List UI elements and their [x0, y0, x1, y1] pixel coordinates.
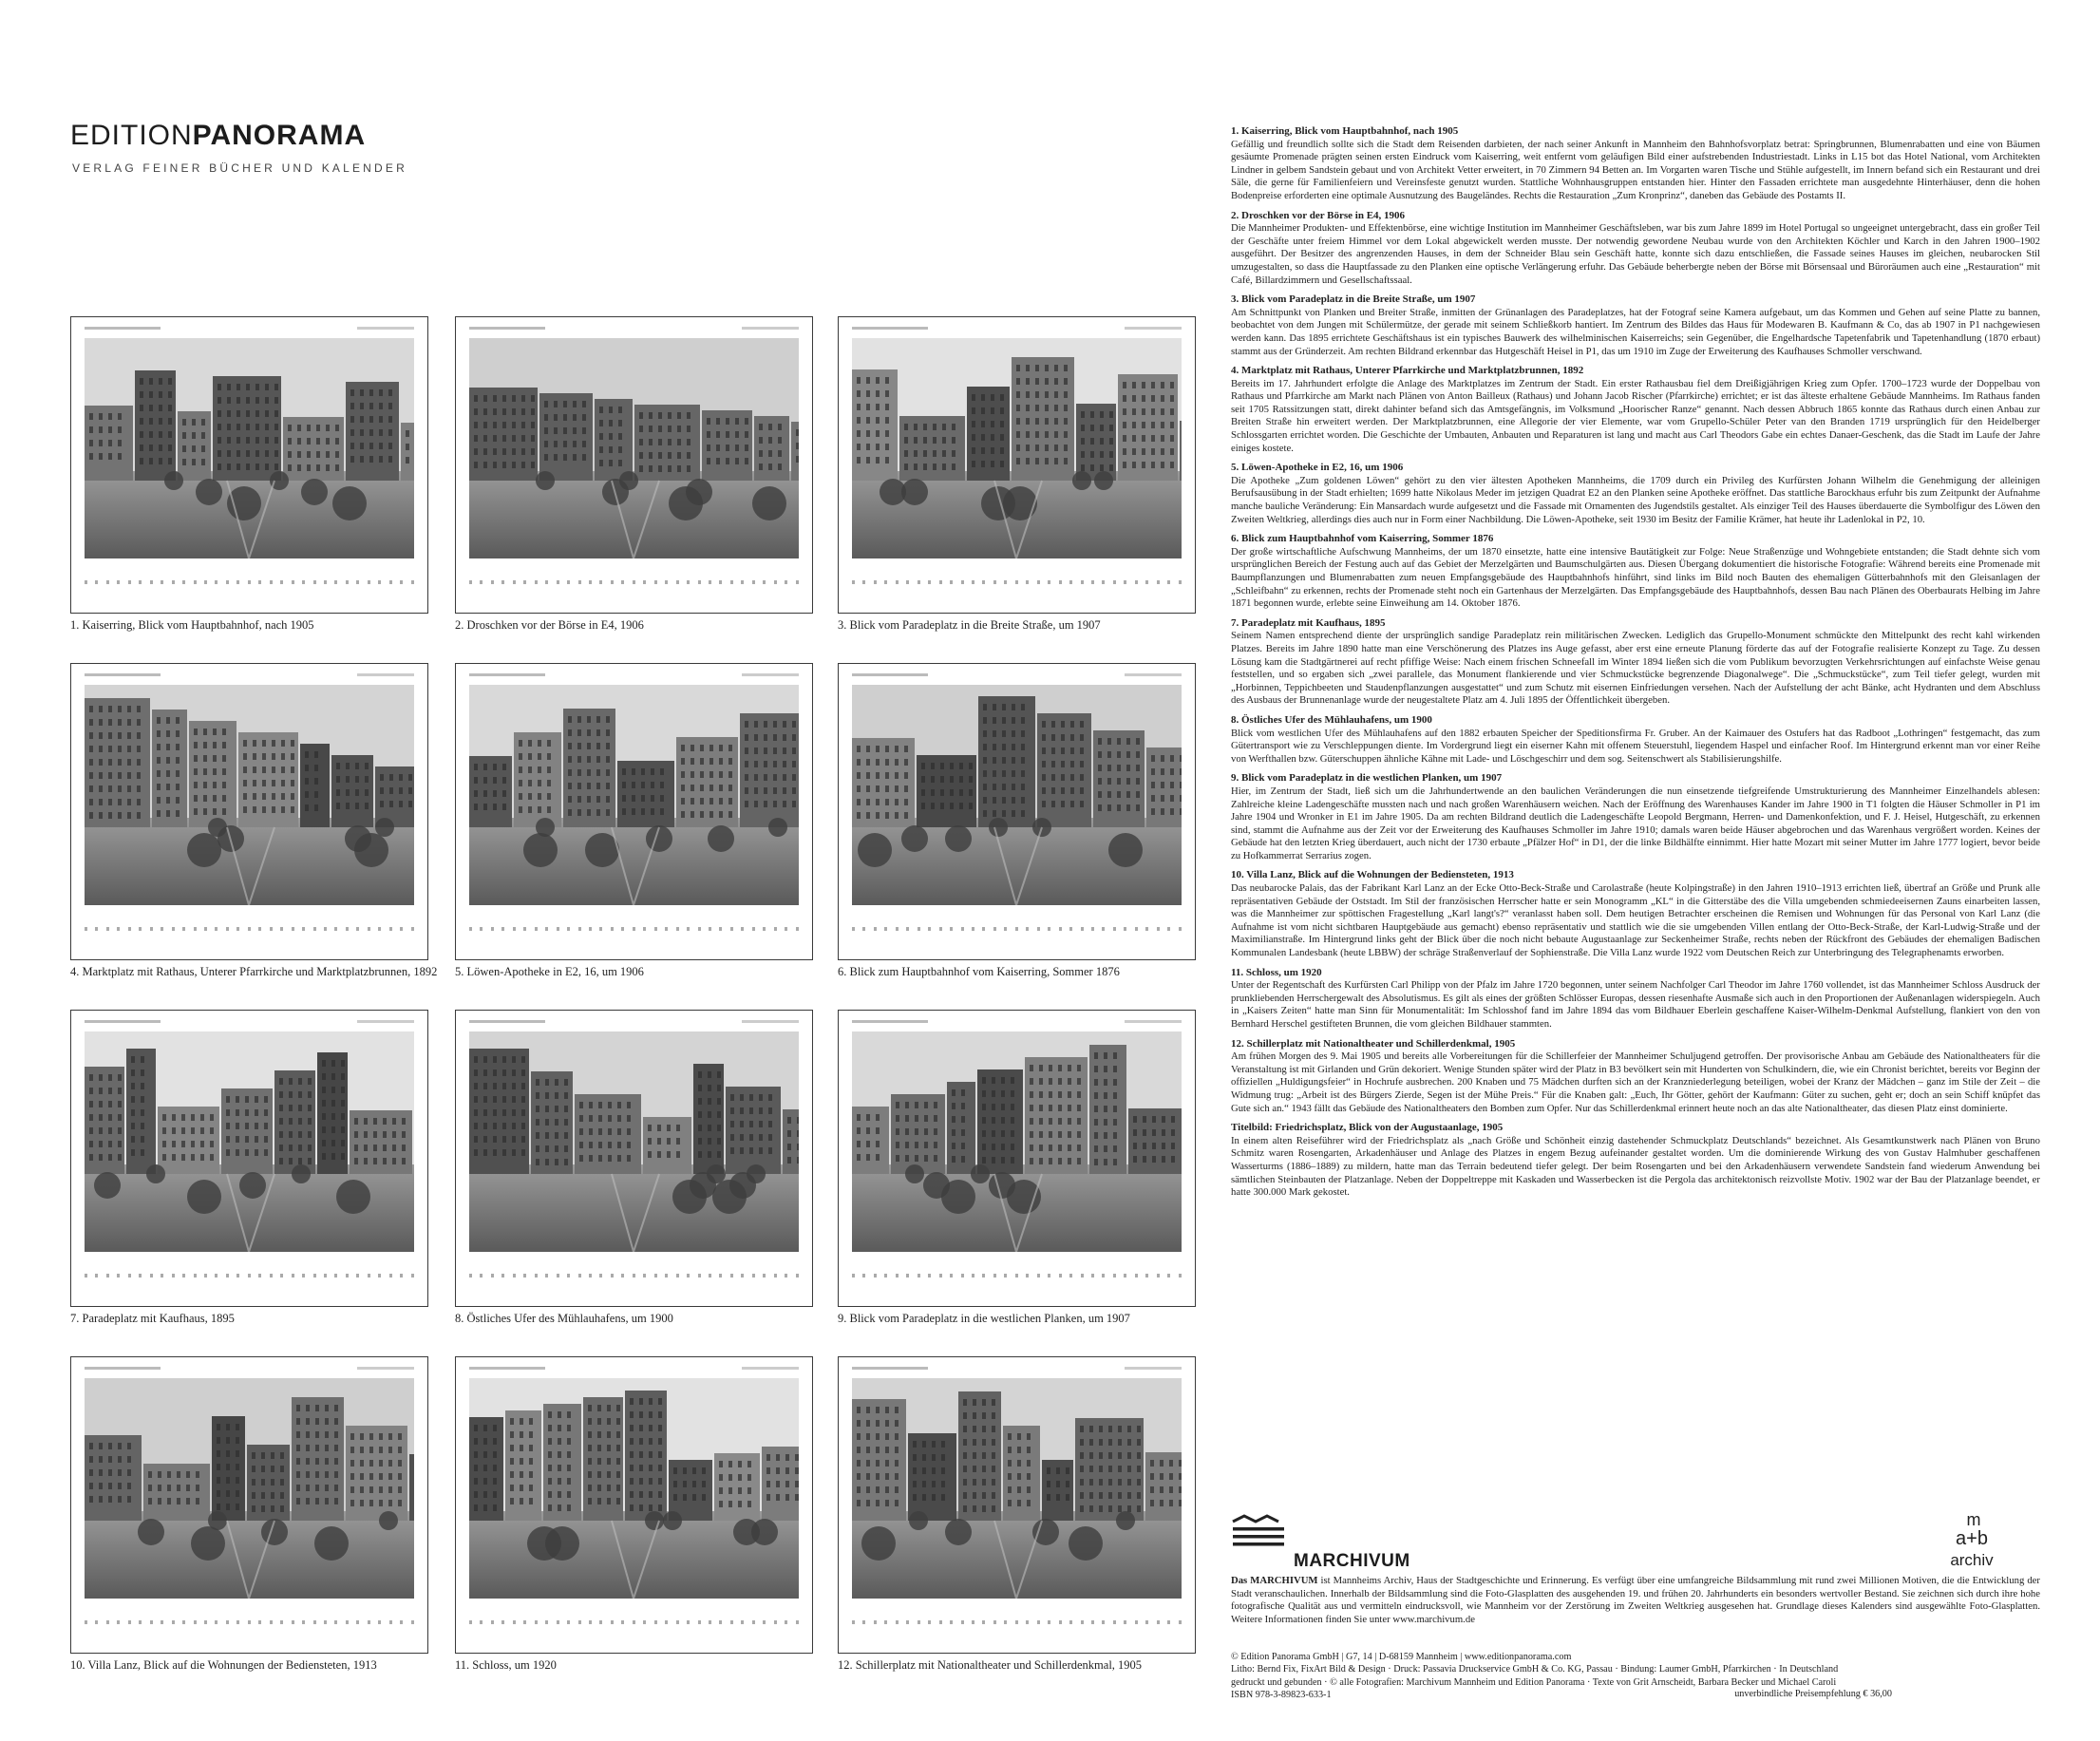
- entry-text: Bereits im 17. Jahrhundert erfolgte die Anlage des Marktplatzes im Zentrum der Stadt. Ein erster Rathausbau fiel dem Dreißigjährigen Krieg zum Opfer. 1700–1723 wurde der Doppelbau von Rathaus und Pfarrkirche am Markt nach Plänen von Anton Bailleux (Rathaus) und Johann Jacob Rischer (Pfarrkirche) errichtet; er ist das älteste erhaltene Gebäude Mannheims. Im Rathaus fanden seit 1705 Ratssitzungen statt, direkt dahinter befand sich das Amtsgefängnis, im Volksmund „Hoorischer Ranze“ genannt. Nach dessen Abbruch 1865 konnte das Rathaus durch einen Anbau zur Breiten Straße hin erweitert werden. Der Marktplatzbrunnen, eine Allegorie der vier Elemente, war vom Grupello-Schüler Peter van den Branden 1719 ursprünglich für den Heidelberger Schlossgarten errichtet worden. Die Geschichte der Umbauten, Anbauten und Reparaturen ist lang und macht aus Carl Theodors Gabe ein echtes Danaer-Geschenk, das die Stadt im Laufe der Jahre einiges kostete.: [1231, 377, 2040, 454]
- entry-text: Blick vom westlichen Ufer des Mühlauhafens auf den 1882 erbauten Speicher der Speditionsfirma Fr. Gruber. An der Kaimauer des Ostufers hat das Radboot „Lothringen“ festgemacht, das zum Gütertransport wie zu Verschleppungen diente. Im Vordergrund liegt ein eiserner Kahn mit offenem Steuerstuhl, liegendem Haspel und einfacher Roof. Im Hintergrund erkennt man vor einer Reihe von Werfthallen bzw. Güterschuppen ähnliche Kähne mit Lade- und Löschgeschirr und dem sog. Seitenschwert als Stabilisierungshilfe.: [1231, 727, 2040, 765]
- historic-photo: [852, 685, 1182, 905]
- calendar-page-thumbnail: [838, 663, 1196, 960]
- calendar-day-strip: [852, 580, 1182, 586]
- historic-photo: [85, 1378, 414, 1599]
- thumbnail-caption: 8. Östliches Ufer des Mühlauhafens, um 1900: [455, 1312, 673, 1325]
- entry-text: Am Schnittpunkt von Planken und Breiter Straße, inmitten der Grünanlagen des Paradeplatzes, hat der Fotograf seine Kamera aufgebaut, um das Kommen und Gehen auf seine Platte zu bannen, beobachtet von dem Jungen mit Schülermütze, der gerade mit seinem Schließkorb hantiert. Im Zentrum des Bildes das Haus für Modewaren B. Kaufmann & Co, das ab 1907 in P1 nachgewiesen werden kann. Das 1895 errichtete Geschäftshaus ist ein typisches Bauwerk des wilhelminischen Kaiserreichs; sein Gegenüber, die Engelhardsche Tapetenfabrik und Tapetenhandlung (1870 erbaut) stammt aus der Gründerzeit. Am rechten Bildrand erkennbar das Hutgeschäft Heisel in P1, das um 1910 im Zuge der Erweiterung des Kaufhauses Schmoller verschwand.: [1231, 306, 2040, 357]
- calendar-day-strip: [85, 927, 414, 933]
- historic-photo: [469, 1031, 799, 1252]
- calendar-page-thumbnail: [70, 1010, 428, 1307]
- description-entry: [1231, 617, 2040, 708]
- entry-title: Titelbild: Friedrichsplatz, Blick von der Augustaanlage, 1905: [1231, 1122, 1504, 1134]
- marchivum-name: MARCHIVUM: [1294, 1551, 1410, 1571]
- thumbnail-header: [469, 327, 799, 332]
- entry-text: Gefällig und freundlich sollte sich die Stadt dem Reisenden darbieten, der nach seiner Ankunft in Mannheim den Bahnhofsvorplatz betrat: Springbrunnen, Blumenrabatten und eine von Bäumen gesäumte Promenade prägten seinen ersten Eindruck vom Kaiserring, weit entfernt vom geläufigen Bild einer aufstrebenden Industriestadt. Links in L15 bot das Hotel National, vom Architekten Lindner in gelbem Sandstein gebaut und von Architekt Vetter erweitert, in 70 Zimmern 94 Betten an. Im Vorgarten waren Tische und Stühle aufgestellt, im Innern befand sich ein Restaurant und drei Säle, die gerne für Familienfeiern und Vereinsfeste genutzt wurden. Stattliche Wohnhausgruppen entstanden hier. Hinter den Fassaden errichtete man ausgedehnte Hinterhäuser, denn die hohen Bodenpreise erforderten eine optimale Ausnutzung des Baugeländes. Rechts die Restauration „Zum Kronprinz“, daneben das Gebäude des Postamts II.: [1231, 138, 2040, 201]
- calendar-day-strip: [469, 580, 799, 586]
- price-recommendation: unverbindliche Preisempfehlung € 36,00: [1734, 1689, 1892, 1699]
- marchivum-lead: Das MARCHIVUM: [1231, 1575, 1318, 1586]
- imprint-line-2: Litho: Bernd Fix, FixArt Bild & Design · Druck: Passavia Druckservice GmbH & Co. KG, Passau · Bindung: Laumer GmbH, Pfarrkirchen · In Deutschland: [1231, 1664, 1839, 1675]
- entry-title: 5. Löwen-Apotheke in E2, 16, um 1906: [1231, 462, 1404, 474]
- calendar-page-thumbnail: [70, 1356, 428, 1654]
- calendar-day-strip: [85, 1620, 414, 1626]
- imprint: [1231, 1651, 2040, 1702]
- imprint-line-3: gedruckt und gebunden · © alle Fotografien: Marchivum Mannheim und Edition Panorama · Texte von Grit Arnscheidt, Barbara Becker und Michael Caroli: [1231, 1676, 1837, 1688]
- calendar-page-thumbnail: [455, 663, 813, 960]
- entry-text: Seinem Namen entsprechend diente der ursprünglich sandige Paradeplatz rein militärischen Zwecken. Lediglich das Grupello-Monument schmückte den Mittelpunkt des recht kahl wirkenden Platzes. Bereits im Jahre 1890 hatte man eine Verschönerung des Platzes ins Auge gefasst, aber erst eine erneute Planung förderte das auf der Fotografie realisierte Konzept zu Tage. Zu dessen Lösung kam die Stadtgärtnerei auf recht pfiffige Weise: Nach einem frischen Schneefall im Winter 1894 ließen sich die vom Publikum bevorzugten Verkehrsrichtungen auf einfachste Weise genau feststellen, und so ergaben sich „zwei parallele, das Monument flankierende und vier Schmuckstücke begrenzende Diagonalwege“. Die „Schmuckstücke“, zum Teil tiefer gelegt, wurden mit „Horbinnen, Teppichbeeten und Staudenpflanzungen ausgestattet“ und zum Schutz mit eisernen Einfriedungen versehen. Nach der Aufstellung der acht Bänke, acht Hydranten und dem Abschluss des Ausbaus der Brunnenanlage wurde der neugestaltete Platz am 4. Juli 1895 der Öffentlichkeit übergeben.: [1231, 630, 2040, 707]
- description-entry: [1231, 1038, 2040, 1116]
- calendar-day-strip: [852, 927, 1182, 933]
- entry-title: 7. Paradeplatz mit Kaufhaus, 1895: [1231, 616, 1386, 629]
- thumbnail-caption: 3. Blick vom Paradeplatz in die Breite Straße, um 1907: [838, 618, 1101, 632]
- calendar-day-strip: [85, 580, 414, 586]
- thumbnail-header: [85, 1367, 414, 1372]
- thumbnail-caption: 6. Blick zum Hauptbahnhof vom Kaiserring, Sommer 1876: [838, 965, 1120, 978]
- thumbnail-header: [469, 1020, 799, 1026]
- description-entry: [1231, 714, 2040, 766]
- calendar-page-thumbnail: [838, 1356, 1196, 1654]
- description-entry: [1231, 1122, 2040, 1200]
- historic-photo: [85, 1031, 414, 1252]
- thumbnail-header: [469, 1367, 799, 1372]
- entry-title: 3. Blick vom Paradeplatz in die Breite Straße, um 1907: [1231, 293, 1476, 306]
- historic-photo: [852, 338, 1182, 558]
- brand-logo: [70, 120, 366, 152]
- entry-text: Hier, im Zentrum der Stadt, ließ sich um die Jahrhundertwende an den baulichen Veränderungen die nun einsetzende tiefgreifende Umstrukturierung des Mannheimer Einzelhandels ablesen: Zahlreiche kleine Ladengeschäfte mussten nach und nach großen Warenhäusern weichen. Nach der Eröffnung des Warenhauses Kander im Jahre 1900 in T1 folgten die Häuser Schmoller in P1 im Jahre 1904 und Wronker in E1 im Jahre 1905. Da am rechten Bildrand deutlich die Ladengeschäfte Leopold Bergmann, Herren- und Damenkonfektion, und F. J. Heisel, Hutgeschäft, zu erkennen sind, stammt die Aufnahme aus der Zeit vor der Erweiterung des Kaufhauses Schmoller im Jahre 1910; damals waren beide Häuser abgebrochen und das Warenhaus vergrößert worden. Keines der Gebäude hat den letzten Krieg überdauert, auch nicht der 1730 erbaute „Pfälzer Hof“ in D1, der die linke Bildhälfte einnimmt. Hier hatte Mozart mit seiner Mutter im Jahre 1777 logiert, bevor beide zu Hofkammerrat Serrarius zogen.: [1231, 785, 2040, 861]
- thumbnail-caption: 9. Blick vom Paradeplatz in die westlichen Planken, um 1907: [838, 1312, 1130, 1325]
- description-entry: [1231, 365, 2040, 455]
- brand-tagline: VERLAG FEINER BÜCHER UND KALENDER: [72, 161, 407, 175]
- description-entry: [1231, 293, 2040, 358]
- thumbnail-caption: 2. Droschken vor der Börse in E4, 1906: [455, 618, 644, 632]
- thumbnail-header: [852, 1367, 1182, 1372]
- calendar-day-strip: [852, 1620, 1182, 1626]
- calendar-day-strip: [469, 927, 799, 933]
- brand-name-bold: PANORAMA: [192, 120, 367, 151]
- description-entry: [1231, 533, 2040, 611]
- entry-text: Unter der Regentschaft des Kurfürsten Carl Philipp von der Pfalz im Jahre 1720 begonnen, unter seinem Nachfolger Carl Theodor im Jahre 1760 vollendet, ist das Mannheimer Schloss Ausdruck der prunkliebenden Herrschergewalt des Absolutismus. Es gilt als eines der größten Schlösser Europas, dessen riesenhafte Ausmaße sich auch in den Proportionen der Außenanlagen widerspiegeln. Auch in „Kaisers Zeiten“ hatte man Sinn für Monumentalität: Im Schlosshof fand im Jahre 1894 das vom Bildhauer Eberlein geschaffene Kaiser-Wilhelm-Denkmal Aufstellung, flankiert von den von Bernhard Herschel gestifteten Brunnen, die vom gleichen Bildhauer stammten.: [1231, 979, 2040, 1030]
- brand-name-light: EDITION: [70, 120, 193, 151]
- calendar-page-thumbnail: [70, 316, 428, 614]
- mab-archiv-logo-icon: [1938, 1510, 2006, 1571]
- thumbnail-header: [469, 673, 799, 679]
- description-entry: [1231, 125, 2040, 203]
- entry-title: 1. Kaiserring, Blick vom Hauptbahnhof, nach 1905: [1231, 125, 1459, 137]
- entry-title: 9. Blick vom Paradeplatz in die westlichen Planken, um 1907: [1231, 772, 1503, 785]
- mab-logo-bottom: archiv: [1950, 1551, 1994, 1569]
- imprint-line-4: ISBN 978-3-89823-633-1: [1231, 1690, 1332, 1701]
- calendar-day-strip: [469, 1274, 799, 1279]
- calendar-day-strip: [469, 1620, 799, 1626]
- historic-photo: [469, 338, 799, 558]
- description-column: [1231, 125, 2040, 1206]
- entry-title: 4. Marktplatz mit Rathaus, Unterer Pfarrkirche und Marktplatzbrunnen, 1892: [1231, 365, 1584, 377]
- entry-text: Der große wirtschaftliche Aufschwung Mannheims, der um 1870 einsetzte, hatte eine intensive Bautätigkeit zur Folge: Neue Straßenzüge und Wohngebiete entstanden; die Stadt dehnte sich vom ursprünglichen Bereich der Festung auch auf das Gebiet der Merzelgärten und Baumschulgärten aus. Diesen Übergang dokumentiert die historische Fotografie: Während bereits eine Promenade mit Baumpflanzungen und Blumenrabatten zum neuen Empfangsgebäude des Hauptbahnhofs hinführt, sind links im Bild noch Bauten des ehemaligen Gütterbahnhofs mit den Gleisanlagen der „Schleifbahn“ zu erkennen, rechts der Promenade steht noch ein Gartenhaus der Merzelgärten. Das Empfangsgebäude des Hauptbahnhofs, dessen Bau nach Plänen des Oberbaurats Helbing im Jahre 1871 begonnen wurde, erlebte seine Einweihung am 14. Oktober 1876.: [1231, 545, 2040, 610]
- thumbnail-header: [85, 327, 414, 332]
- entry-text: In einem alten Reiseführer wird der Friedrichsplatz als „nach Größe und Schönheit einzig dastehender Schmuckplatz Deutschlands“ bezeichnet. Als Gesamtkunstwerk nach Plänen von Bruno Schmitz waren Rosengarten, Arkadenhäuser und Anlage des Platzes in engem Bezug aufeinander gestaltet worden. Um die dominierende Wirkung des von Gustav Halmhuber geschaffenen Wasserturms (1886–1889) zu mildern, hatte man das Terrain bedeutend tiefer gelegt. Der beim Rosengarten und bei den Arkadenhäusern verwendete Sandstein fand wiederum Anwendung bei sämtlichen Steinbauten der Platzanlage. Neben der Doppeltreppe mit Kaskaden und Wasserbecken ist die Pergola das architektonisch reizvollste Motiv. 1902 war der Bau der Platzanlage beendet, er hatte 300.000 Mark gekostet.: [1231, 1134, 2040, 1199]
- calendar-day-strip: [85, 1274, 414, 1279]
- historic-photo: [469, 685, 799, 905]
- thumbnail-caption: 12. Schillerplatz mit Nationaltheater und Schillerdenkmal, 1905: [838, 1658, 1143, 1672]
- thumbnail-caption: 10. Villa Lanz, Blick auf die Wohnungen der Bediensteten, 1913: [70, 1658, 377, 1672]
- entry-text: Am frühen Morgen des 9. Mai 1905 und bereits alle Vorbereitungen für die Schillerfeier der Mannheimer Schuljugend getroffen. Der provisorische Anbau am Gebäude des Nationaltheaters für die Veranstaltung ist mit Girlanden und Grün dekoriert. Wenige Stunden später wird der Platz in B3 bevölkert sein mit Hunderten von Schulkindern, die, wie ein Chronist berichtet, bereits vor Beginn der offiziellen „Huldigungsfeier“ in Hochrufe ausbrechen. 200 Knaben und 75 Mädchen durften sich an der Kranzniederlegung beteiligen, wobei der Kranz der Mädchen – ganz im Stile der Zeit – die Widmung trug: „Arbeit ist des Bürgers Zierde, Segen ist der Mühe Preis.“ Für die Knaben galt: „Euch, Ihr Götter, gehört der Kaufmann: Güter zu suchen, geht er; doch an sein Schiff knüpfet das Gute sich an.“ 1943 fällt das Gebäude des Nationaltheaters den Bomben zum Opfer. Nur das Schillerdenkmal erinnert heute noch an das alte Nationaltheater, das diesen Platz einst dominierte.: [1231, 1050, 2040, 1114]
- entry-title: 11. Schloss, um 1920: [1231, 966, 1322, 978]
- description-entry: [1231, 210, 2040, 288]
- entry-text: Das neubarocke Palais, das der Fabrikant Karl Lanz an der Ecke Otto-Beck-Straße und Carolastraße (heute Kolpingstraße) in den Jahren 1910–1913 errichten ließ, übertraf an Größe und Prunk alle repräsentativen Gebäude der Oststadt. Im Stil der französischen Herrscher hatte er sein Monogramm „KL“ in die Gitterstäbe des die Villa umgebenden schmiedeeisernen Zauns einarbeiten lassen, was die Mannheimer zur spöttischen Fragestellung „Karl langt's?“ veranlasst haben soll. Dem heutigen Betrachter erscheinen die Remisen und Wohnungen für das Personal von Karl Lanz (die Aufnahme ist vom nicht sichtbaren Hauptgebäude aus gemacht) ebenso repräsentativ und stattlich wie die sie umgebenden Villen entlang der Otto-Beck-Straße, der Karl-Ludwig-Straße und der Maximilianstraße. Im Hintergrund links geht der Blick über die noch nicht bebaute Augustaanlage zur Seckenheimer Straße, rechts neben der Rückfront des Gebäudes der ehemaligen Badischen Kommunalen Landesbank (heute LBBW) der schräge Straßenverlauf der Sophienstraße. Die Villa Lanz wurde 1922 vom Deutschen Reich zur Unterbringung des Telegraphenamts erworben.: [1231, 882, 2040, 959]
- description-entry: [1231, 462, 2040, 526]
- calendar-day-strip: [852, 1274, 1182, 1279]
- entry-text: Die Mannheimer Produkten- und Effektenbörse, eine wichtige Institution im Mannheimer Geschäftsleben, war bis zum Jahre 1899 im Hotel Portugal so ungeeignet untergebracht, dass ein großer Teil der Geschäfte unter freiem Himmel vor dem Lokal abgewickelt werden musste. Der notwendig gewordene Neubau wurde von den Architekten Köchler und Karch in den Jahren 1900–1902 ausgeführt. Der Besitzer des angrenzenden Hauses, in dem der Schneider Blau sein Geschäft hatte, konnte sich dazu entschließen, die Fassade seines Hauses im gleichen, neubarocken Stil umzugestalten, so dass die Hauptfassade zu den Planken eine optische Verlängerung erfuhr. Das Gebäude beherbergte neben der Börse mit Börsensaal und Büroräumen auch eine „Restauration“ mit Café, Billardzimmern und Gesellschaftssaal.: [1231, 222, 2040, 286]
- thumbnail-header: [85, 1020, 414, 1026]
- description-entry: [1231, 967, 2040, 1031]
- entry-title: 6. Blick zum Hauptbahnhof vom Kaiserring, Sommer 1876: [1231, 533, 1494, 545]
- marchivum-description: [1231, 1575, 2040, 1626]
- imprint-line-1: © Edition Panorama GmbH | G7, 14 | D-68159 Mannheim | www.editionpanorama.com: [1231, 1652, 1572, 1662]
- entry-title: 10. Villa Lanz, Blick auf die Wohnungen der Bediensteten, 1913: [1231, 869, 1514, 881]
- mab-logo-top: m: [1966, 1510, 1981, 1529]
- thumbnail-caption: 1. Kaiserring, Blick vom Hauptbahnhof, nach 1905: [70, 618, 314, 632]
- calendar-page-thumbnail: [455, 316, 813, 614]
- description-entry: [1231, 772, 2040, 862]
- entry-text: Die Apotheke „Zum goldenen Löwen“ gehört zu den vier ältesten Apotheken Mannheims, die 1709 durch ein Privileg des Kurfürsten Johann Wilhelm die Genehmigung der alleinigen Berufsausübung in der Stadt erhielten; 1699 hatte Nikolaus Meder im jetzigen Quadrat E2 an den Planken seine Apotheke eröffnet. Das stattliche Barockhaus erfuhr bis zum Zeitpunkt der Aufnahme manche bauliche Veränderung: Ein Mansardach wurde aufgesetzt und die Fassade mit Ornamenten des Jugendstils gestaltet. Als einziger Teil des Hauses überdauerte die Symbolfigur des Löwen den Zweiten Weltkrieg, allerdings dies auch nur in Form einer Nachbildung. Die Löwen-Apotheke, seit 1930 im Besitz der Familie Krämer, hat heute ihr Ladenlokal in P2, 10.: [1231, 474, 2040, 525]
- thumbnail-header: [852, 673, 1182, 679]
- calendar-page-thumbnail: [838, 316, 1196, 614]
- historic-photo: [469, 1378, 799, 1599]
- thumbnail-caption: 5. Löwen-Apotheke in E2, 16, um 1906: [455, 965, 644, 978]
- entry-title: 8. Östliches Ufer des Mühlauhafens, um 1900: [1231, 713, 1432, 726]
- thumbnail-caption: 7. Paradeplatz mit Kaufhaus, 1895: [70, 1312, 235, 1325]
- marchivum-logo-icon: [1231, 1514, 1290, 1546]
- thumbnail-caption: 11. Schloss, um 1920: [455, 1658, 557, 1672]
- historic-photo: [852, 1378, 1182, 1599]
- thumbnail-header: [852, 327, 1182, 332]
- entry-title: 12. Schillerplatz mit Nationaltheater und Schillerdenkmal, 1905: [1231, 1037, 1516, 1050]
- historic-photo: [85, 685, 414, 905]
- thumbnail-caption: 4. Marktplatz mit Rathaus, Unterer Pfarrkirche und Marktplatzbrunnen, 1892: [70, 965, 438, 978]
- thumbnail-header: [852, 1020, 1182, 1026]
- marchivum-text: ist Mannheims Archiv, Haus der Stadtgeschichte und Erinnerung. Es verfügt über eine umfangreiche Bildsammlung mit rund zwei Millionen Motiven, die die Entwicklung der Stadt veranschaulichen. Innerhalb der Bildsammlung sind die Foto-Glasplatten des ausgehenden 19. und frühen 20. Jahrhunderts ein besonders wertvoller Bestand. Sie zeichnen sich durch ihre hohe fotografische Qualität aus und vermitteln eindrucksvoll, wie Mannheim vor der Zerstörung im Zweiten Weltkrieg ausgesehen hat. Grundlage dieses Kalenders sind ausgewählte Foto-Glasplatten. Weitere Informationen finden Sie unter www.marchivum.de: [1231, 1575, 2040, 1625]
- entry-title: 2. Droschken vor der Börse in E4, 1906: [1231, 209, 1406, 221]
- calendar-page-thumbnail: [838, 1010, 1196, 1307]
- calendar-page-thumbnail: [70, 663, 428, 960]
- historic-photo: [85, 338, 414, 558]
- description-entry: [1231, 869, 2040, 959]
- historic-photo: [852, 1031, 1182, 1252]
- calendar-page-thumbnail: [455, 1010, 813, 1307]
- mab-logo-mid: a+b: [1956, 1528, 1988, 1549]
- calendar-page-thumbnail: [455, 1356, 813, 1654]
- thumbnail-header: [85, 673, 414, 679]
